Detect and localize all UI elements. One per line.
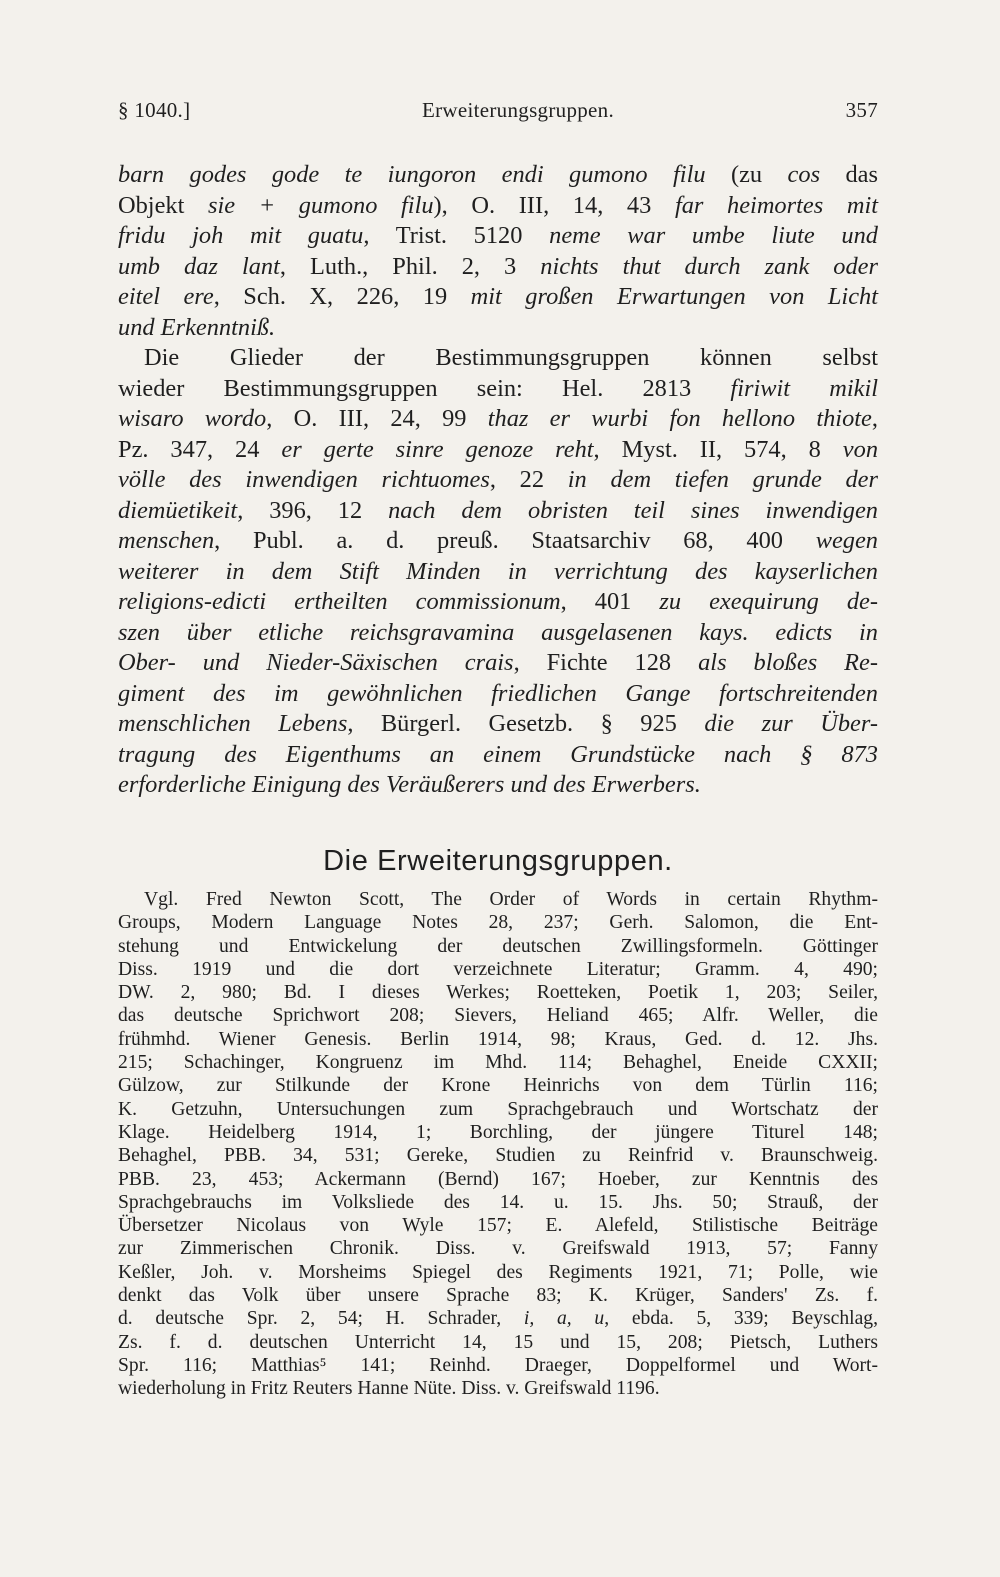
- italic-segment: die zur Über-: [704, 710, 878, 737]
- text-line: Vgl. Fred Newton Scott, The Order of Words in certain Rhythm-: [144, 889, 878, 910]
- running-title: Erweiterungsgruppen.: [421, 98, 615, 122]
- italic-segment: von: [842, 435, 879, 463]
- text-line: stehung und Entwickelung der deutschen Zwillingsformeln. Göttinger: [118, 935, 878, 957]
- text-line: [118, 1307, 878, 1330]
- italic-segment: diemüetikeit: [118, 496, 238, 524]
- text-line: [118, 404, 878, 435]
- text-line: [118, 374, 878, 405]
- text-line: [118, 465, 878, 496]
- italic-segment: nach dem obristen teil sines inwendigen: [388, 496, 878, 524]
- italic-segment: eitel ere: [118, 283, 214, 310]
- italic-segment: szen über etliche reichsgravamina ausgelasenen kays. edicts in: [118, 618, 878, 646]
- text-line: Gülzow, zur Stilkunde der Krone Heinrichs von dem Türlin 116;: [118, 1075, 878, 1097]
- text-line: PBB. 23, 453; Ackermann (Bernd) 167; Hoeber, zur Kenntnis des: [118, 1168, 878, 1190]
- text-line: Zs. f. d. deutschen Unterricht 14, 15 und 15, 208; Pietsch, Luthers: [118, 1331, 878, 1353]
- italic-segment: far heimortes mit: [674, 191, 879, 219]
- text-line: K. Getzuhn, Untersuchungen zum Sprachgebrauch und Wortschatz der: [118, 1098, 878, 1120]
- text-line: frühmhd. Wiener Genesis. Berlin 1914, 98; Kraus, Ged. d. 12. Jhs.: [118, 1028, 878, 1050]
- running-head: [118, 98, 878, 123]
- text-line: Übersetzer Nicolaus von Wyle 157; E. Alefeld, Stilistische Beiträge: [118, 1215, 878, 1237]
- section-heading: Die Erweiterungsgruppen.: [323, 845, 673, 877]
- text-segment: , ebda. 5, 339; Beyschlag,: [604, 1308, 878, 1330]
- text-line: Sprachgebrauchs im Volksliede des 14. u. 15. Jhs. 50; Strauß, der: [118, 1191, 878, 1213]
- text-line: Klage. Heidelberg 1914, 1; Borchling, der jüngere Titurel 148;: [118, 1121, 878, 1143]
- italic-segment: umb daz lant: [118, 252, 280, 280]
- text-segment: , Luth., Phil. 2, 3: [279, 252, 541, 280]
- text-segment: , 401: [560, 588, 660, 615]
- italic-segment: tragung des Eigenthums an einem Grundstücke nach § 873: [118, 740, 878, 768]
- italic-segment: mit großen Erwartungen von Licht: [470, 283, 878, 310]
- text-line: das deutsche Sprichwort 208; Sievers, Heliand 465; Alfr. Weller, die: [118, 1005, 878, 1027]
- text-line: Diss. 1919 und die dort verzeichnete Literatur; Gramm. 4, 490;: [118, 958, 878, 980]
- text-segment: , Publ. a. d. preuß. Staatsarchiv 68, 400: [214, 527, 816, 554]
- italic-segment: barn godes gode te iungoron endi gumono filu: [118, 161, 706, 188]
- text-line: [118, 740, 878, 771]
- text-line: [118, 435, 878, 466]
- italic-segment: weiterer in dem Stift Minden in verrichtung des kayserlichen: [118, 557, 878, 585]
- italic-segment: wegen: [815, 527, 878, 554]
- text-line: [118, 343, 878, 374]
- text-line: [118, 221, 878, 252]
- italic-segment: religions-edicti ertheilten commissionum: [118, 588, 561, 615]
- text-line: [118, 282, 878, 313]
- text-line: denkt das Volk über unsere Sprache 83; K. Krüger, Sanders' Zs. f.: [118, 1285, 878, 1307]
- text-line: Spr. 116; Matthias⁵ 141; Reinhd. Draeger, Doppelformel und Wort-: [118, 1354, 878, 1376]
- text-segment: , 22: [489, 466, 568, 493]
- italic-segment: in dem tiefen grunde der: [567, 466, 878, 493]
- text-line: [118, 526, 878, 557]
- text-segment: , Trist. 5120: [363, 222, 550, 249]
- text-line: Groups, Modern Language Notes 28, 237; Gerh. Salomon, die Ent-: [118, 912, 878, 934]
- text-line: 215; Schachinger, Kongruenz im Mhd. 114; Behaghel, Eneide CXXII;: [118, 1052, 878, 1074]
- text-line: [118, 252, 878, 283]
- italic-segment: giment des im gewöhnlichen friedlichen Gange fortschreitenden: [118, 679, 878, 707]
- text-segment: ), O. III, 14, 43: [433, 191, 675, 219]
- italic-segment: zu exequirung de-: [659, 588, 879, 615]
- text-segment: Die Glieder der Bestimmungsgruppen können selbst: [144, 344, 878, 371]
- section-reference: § 1040.]: [118, 98, 191, 122]
- italic-segment: menschlichen Lebens: [118, 710, 348, 737]
- text-line: Behaghel, PBB. 34, 531; Gereke, Studien zu Reinfrid v. Braunschweig.: [118, 1145, 878, 1167]
- italic-segment: wisaro wordo: [118, 405, 267, 432]
- text-line: Keßler, Joh. v. Morsheims Spiegel des Regiments 1921, 71; Polle, wie: [118, 1261, 878, 1283]
- italic-segment: sie + gumono filu: [208, 191, 434, 219]
- text-segment: wieder Bestimmungsgruppen sein: Hel. 2813: [118, 374, 731, 402]
- text-line: [118, 709, 878, 740]
- text-line: [118, 618, 878, 649]
- italic-segment: nichts thut durch zank oder: [540, 252, 879, 280]
- text-segment: , 396, 12: [237, 496, 389, 524]
- text-segment: ,: [871, 405, 878, 432]
- text-segment: das: [820, 161, 878, 188]
- italic-segment: er gerte sinre genoze reht: [281, 435, 594, 463]
- body-paragraphs: [118, 160, 878, 801]
- page-number: 357: [845, 98, 878, 122]
- text-line: [118, 496, 878, 527]
- text-segment: Objekt: [118, 191, 209, 219]
- italic-segment: cos: [787, 161, 821, 188]
- text-line: [118, 648, 878, 679]
- italic-segment: als bloßes Re-: [698, 649, 879, 676]
- text-line: [118, 770, 878, 801]
- text-line: [118, 160, 878, 191]
- text-segment: , Sch. X, 226, 19: [213, 283, 471, 310]
- text-segment: , Fichte 128: [513, 649, 699, 676]
- italic-segment: neme war umbe liute und: [549, 222, 878, 249]
- italic-segment: firiwit mikil: [730, 374, 878, 402]
- text-segment: d. deutsche Spr. 2, 54; H. Schrader,: [118, 1308, 524, 1330]
- italic-segment: thaz er wurbi fon hellono thiote: [487, 405, 872, 432]
- text-line: zur Zimmerischen Chronik. Diss. v. Greifswald 1913, 57; Fanny: [118, 1238, 878, 1260]
- bibliography-paragraph: [118, 888, 878, 1401]
- text-line: [118, 313, 878, 344]
- italic-segment: i, a, u: [523, 1308, 605, 1330]
- text-line: [118, 587, 878, 618]
- text-line: DW. 2, 980; Bd. I dieses Werkes; Roetteken, Poetik 1, 203; Seiler,: [118, 982, 878, 1004]
- italic-segment: erforderliche Einigung des Veräußerers und des Erwerbers.: [118, 771, 701, 798]
- italic-segment: menschen: [118, 527, 215, 554]
- text-line: wiederholung in Fritz Reuters Hanne Nüte. Diss. v. Greifswald 1196.: [118, 1378, 660, 1400]
- text-line: [118, 191, 878, 222]
- italic-segment: völle des inwendigen richtuomes: [118, 466, 490, 493]
- text-segment: , O. III, 24, 99: [266, 405, 488, 432]
- italic-segment: Ober- und Nieder-Säxischen crais: [118, 649, 514, 676]
- text-line: [118, 557, 878, 588]
- text-segment: Pz. 347, 24: [118, 435, 282, 463]
- text-line: [118, 679, 878, 710]
- text-segment: , Myst. II, 574, 8: [593, 435, 843, 463]
- italic-segment: und Erkenntniß.: [118, 313, 276, 341]
- text-segment: , Bürgerl. Gesetzb. § 925: [347, 710, 705, 737]
- text-segment: (zu: [705, 161, 788, 188]
- italic-segment: fridu joh mit guatu: [118, 222, 364, 249]
